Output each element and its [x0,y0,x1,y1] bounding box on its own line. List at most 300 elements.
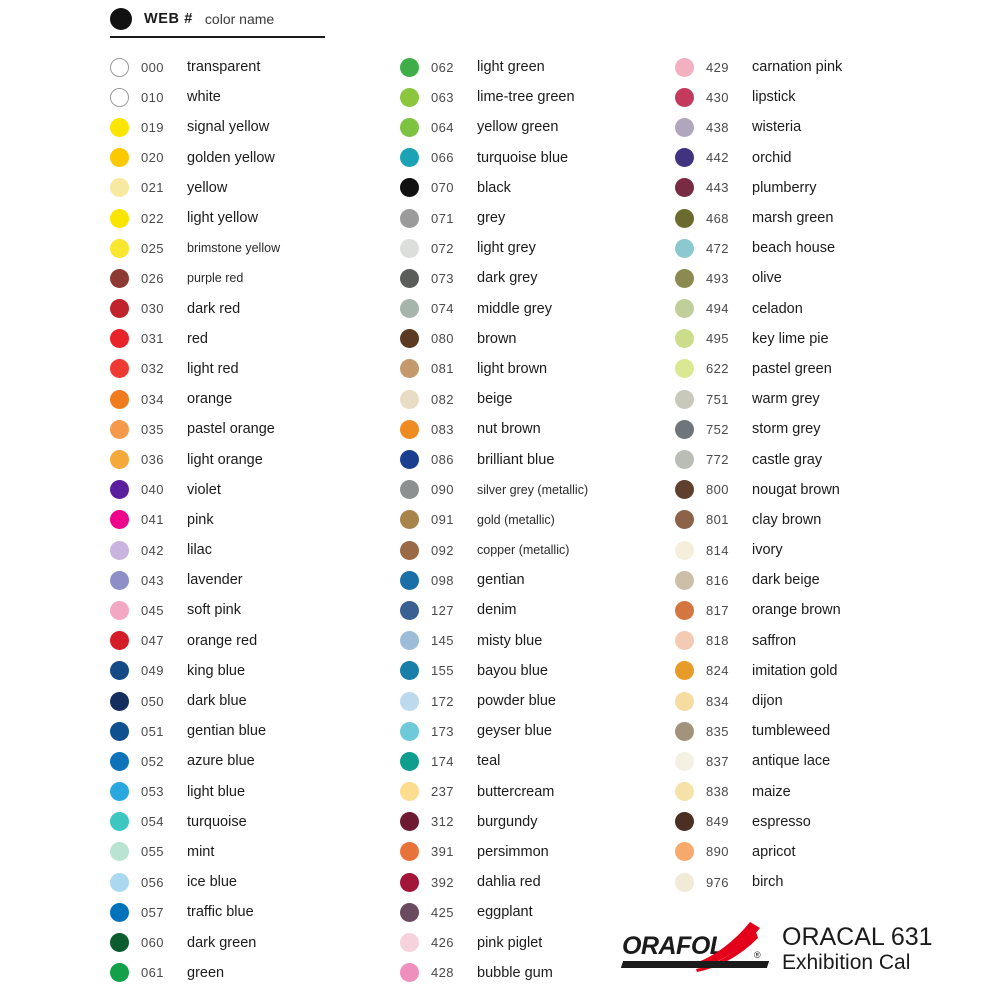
color-code: 835 [706,723,729,739]
color-code: 000 [141,59,164,75]
color-name: black [477,179,511,196]
color-code: 054 [141,814,164,830]
color-code: 062 [431,59,454,75]
color-row [675,746,975,776]
color-row [400,354,675,384]
color-name: castle gray [752,451,823,468]
color-swatch-icon [675,692,694,711]
color-name: purple red [187,271,244,286]
color-code: 080 [431,331,454,347]
color-swatch-icon [400,480,419,499]
color-row [400,52,675,82]
color-name: bayou blue [477,662,548,679]
color-code: 082 [431,391,454,407]
color-code: 751 [706,391,729,407]
color-name: azure blue [187,753,255,770]
color-name: marsh green [752,210,834,227]
color-swatch-icon [110,752,129,771]
color-code: 052 [141,753,164,769]
color-name: dark blue [187,693,247,710]
color-row [110,626,400,656]
color-code: 053 [141,784,164,800]
color-row [400,82,675,112]
color-code: 425 [431,904,454,920]
color-row [400,535,675,565]
color-code: 468 [706,210,729,226]
color-code: 072 [431,240,454,256]
color-row [675,233,975,263]
color-swatch-icon [675,390,694,409]
registered-mark: ® [754,950,761,960]
color-code: 890 [706,844,729,860]
color-row [110,82,400,112]
color-name: lime-tree green [477,89,575,106]
color-swatch-icon [400,450,419,469]
color-name: maize [752,783,791,800]
color-row [675,716,975,746]
color-name: dark beige [752,572,820,589]
color-swatch-icon [400,390,419,409]
color-name: violet [187,481,221,498]
color-swatch-icon [110,480,129,499]
color-swatch-icon [400,722,419,741]
color-name: gentian blue [187,723,267,740]
color-code: 172 [431,693,454,709]
color-row [110,203,400,233]
color-code: 061 [141,965,164,981]
color-swatch-icon [110,873,129,892]
color-name: yellow [187,179,228,196]
color-row [400,686,675,716]
color-name: espresso [752,813,811,830]
color-row [110,263,400,293]
color-name: ivory [752,542,783,559]
color-swatch-icon [400,812,419,831]
color-swatch-icon [110,692,129,711]
color-name: light yellow [187,210,258,227]
color-row [400,867,675,897]
color-name: turquoise blue [477,149,569,166]
color-name: white [187,89,221,106]
color-name: middle grey [477,300,552,317]
color-code: 041 [141,512,164,528]
color-code: 086 [431,452,454,468]
color-code: 801 [706,512,729,528]
color-row [400,173,675,203]
filled-circle-icon [110,8,132,30]
color-swatch-icon [675,450,694,469]
color-swatch-icon [110,148,129,167]
color-code: 426 [431,935,454,951]
color-name: king blue [187,662,246,679]
color-name: buttercream [477,783,555,800]
color-name: light orange [187,451,263,468]
color-swatch-icon [400,269,419,288]
branding-block [622,905,982,993]
color-row [400,263,675,293]
color-code: 092 [431,542,454,558]
color-row [400,807,675,837]
color-code: 025 [141,240,164,256]
color-name: brown [477,330,517,347]
color-name: bubble gum [477,964,553,981]
color-row [110,233,400,263]
color-swatch-icon [110,601,129,620]
color-swatch-icon [110,359,129,378]
color-code: 045 [141,602,164,618]
color-row [400,112,675,142]
color-name: wisteria [752,119,802,136]
color-swatch-icon [400,752,419,771]
color-row [110,686,400,716]
color-swatch-icon [400,299,419,318]
color-swatch-icon [400,148,419,167]
color-swatch-icon [675,631,694,650]
color-code: 022 [141,210,164,226]
color-name: soft pink [187,602,241,619]
color-code: 824 [706,663,729,679]
color-row [400,595,675,625]
color-code: 036 [141,452,164,468]
color-swatch-icon [400,842,419,861]
color-row [400,716,675,746]
color-swatch-icon [110,209,129,228]
color-code: 429 [706,59,729,75]
color-swatch-icon [675,782,694,801]
color-code: 818 [706,633,729,649]
color-name: orchid [752,149,792,166]
color-row [675,354,975,384]
color-swatch-icon [110,58,129,77]
color-name: mint [187,843,215,860]
color-code: 091 [431,512,454,528]
color-name: persimmon [477,843,549,860]
color-row [110,656,400,686]
color-name: transparent [187,59,261,76]
color-row [400,233,675,263]
color-swatch-icon [110,450,129,469]
color-code: 064 [431,119,454,135]
color-row [400,324,675,354]
color-swatch-icon [675,661,694,680]
color-name: brimstone yellow [187,241,281,256]
color-swatch-icon [110,541,129,560]
color-name: plumberry [752,179,817,196]
color-swatch-icon [400,88,419,107]
color-name: apricot [752,843,796,860]
color-row [400,475,675,505]
color-name: grey [477,210,506,227]
color-row [110,354,400,384]
color-swatch-icon [400,873,419,892]
color-row [400,444,675,474]
color-row [675,837,975,867]
color-name: turquoise [187,813,247,830]
color-row [400,777,675,807]
color-code: 145 [431,633,454,649]
color-code: 073 [431,270,454,286]
color-swatch-icon [400,359,419,378]
color-swatch-icon [675,209,694,228]
chart-header [110,8,325,38]
color-name: pastel orange [187,421,275,438]
color-swatch-icon [400,661,419,680]
color-name: nougat brown [752,481,840,498]
color-swatch-icon [400,329,419,348]
color-swatch-icon [110,510,129,529]
color-swatch-icon [675,842,694,861]
color-code: 034 [141,391,164,407]
color-swatch-icon [675,510,694,529]
color-swatch-icon [110,933,129,952]
color-swatch-icon [110,118,129,137]
color-code: 976 [706,874,729,890]
color-code: 438 [706,119,729,135]
color-name: orange red [187,632,258,649]
color-swatch-icon [675,812,694,831]
product-title-block [782,923,933,976]
color-code: 081 [431,361,454,377]
color-swatch-icon [400,692,419,711]
color-swatch-icon [110,88,129,107]
color-swatch-icon [110,269,129,288]
color-swatch-icon [400,239,419,258]
color-swatch-icon [675,722,694,741]
color-name: light red [187,360,239,377]
color-name: gold (metallic) [477,512,555,527]
color-code: 090 [431,482,454,498]
color-row [675,82,975,112]
color-row [110,807,400,837]
color-swatch-icon [110,178,129,197]
color-name: pink piglet [477,934,543,951]
color-code: 442 [706,150,729,166]
color-swatch-icon [400,933,419,952]
color-column-right [675,52,975,897]
color-code: 055 [141,844,164,860]
color-name: burgundy [477,813,538,830]
color-name: ice blue [187,874,237,891]
color-row [675,263,975,293]
color-code: 043 [141,572,164,588]
color-name: beige [477,391,513,408]
header-color-name-label: color name [204,11,275,27]
logo-underline [621,961,769,968]
color-code: 056 [141,874,164,890]
color-code: 020 [141,150,164,166]
color-row [675,867,975,897]
color-row [110,535,400,565]
color-swatch-icon [110,722,129,741]
color-row [675,294,975,324]
color-name: teal [477,753,501,770]
color-row [400,746,675,776]
color-code: 032 [141,361,164,377]
color-row [400,414,675,444]
color-swatch-icon [400,209,419,228]
color-code: 070 [431,180,454,196]
color-code: 849 [706,814,729,830]
color-name: green [187,964,225,981]
color-code: 428 [431,965,454,981]
color-code: 837 [706,753,729,769]
color-row [675,203,975,233]
color-row [110,927,400,957]
color-code: 752 [706,421,729,437]
color-row [110,897,400,927]
color-row [110,505,400,535]
header-web-label: WEB # [144,11,193,27]
color-name: warm grey [752,391,820,408]
color-name: light green [477,59,545,76]
color-name: beach house [752,240,836,257]
color-code: 066 [431,150,454,166]
color-swatch-icon [675,873,694,892]
color-row [110,595,400,625]
color-code: 021 [141,180,164,196]
color-swatch-icon [110,661,129,680]
color-code: 838 [706,784,729,800]
color-code: 495 [706,331,729,347]
color-name: powder blue [477,693,556,710]
color-swatch-icon [400,903,419,922]
color-name: pastel green [752,360,832,377]
color-code: 031 [141,331,164,347]
color-swatch-icon [110,782,129,801]
color-name: olive [752,270,782,287]
color-name: dark green [187,934,257,951]
color-swatch-icon [400,420,419,439]
color-row [400,656,675,686]
color-row [110,143,400,173]
color-name: lipstick [752,89,796,106]
color-row [675,626,975,656]
color-row [675,505,975,535]
color-row [675,595,975,625]
color-swatch-icon [675,420,694,439]
color-swatch-icon [400,963,419,982]
color-name: lilac [187,542,212,559]
color-swatch-icon [675,329,694,348]
color-code: 817 [706,602,729,618]
color-row [110,324,400,354]
color-row [110,565,400,595]
color-swatch-icon [400,178,419,197]
color-swatch-icon [110,631,129,650]
color-swatch-icon [675,571,694,590]
color-code: 035 [141,421,164,437]
color-swatch-icon [675,118,694,137]
color-code: 443 [706,180,729,196]
color-swatch-icon [675,359,694,378]
color-row [675,173,975,203]
color-row [675,807,975,837]
color-row [675,414,975,444]
color-code: 074 [431,301,454,317]
color-swatch-icon [675,178,694,197]
color-swatch-icon [400,118,419,137]
color-swatch-icon [675,601,694,620]
color-name: geyser blue [477,723,552,740]
color-row [675,475,975,505]
color-code: 814 [706,542,729,558]
color-name: orange brown [752,602,841,619]
color-code: 816 [706,572,729,588]
color-code: 772 [706,452,729,468]
color-name: birch [752,874,784,891]
color-swatch-icon [110,329,129,348]
color-code: 060 [141,935,164,951]
color-name: saffron [752,632,797,649]
color-row [110,716,400,746]
color-row [110,444,400,474]
color-name: gentian [477,572,525,589]
color-name: dahlia red [477,874,541,891]
color-name: carnation pink [752,59,843,76]
color-name: light blue [187,783,246,800]
color-swatch-icon [400,571,419,590]
color-code: 472 [706,240,729,256]
color-row [400,384,675,414]
color-code: 127 [431,602,454,618]
color-name: misty blue [477,632,543,649]
color-row [110,958,400,988]
color-name: signal yellow [187,119,270,136]
color-row [110,294,400,324]
color-swatch-icon [110,299,129,318]
color-swatch-icon [675,239,694,258]
color-swatch-icon [110,812,129,831]
color-swatch-icon [400,782,419,801]
color-swatch-icon [675,299,694,318]
color-row [675,52,975,82]
color-row [675,324,975,354]
color-name: red [187,330,208,347]
color-column-left [110,52,400,988]
color-code: 430 [706,89,729,105]
color-name: dark red [187,300,241,317]
color-name: traffic blue [187,904,254,921]
color-swatch-icon [110,420,129,439]
color-name: eggplant [477,904,533,921]
color-code: 010 [141,89,164,105]
color-row [110,867,400,897]
color-swatch-icon [675,541,694,560]
color-code: 051 [141,723,164,739]
color-name: nut brown [477,421,541,438]
color-name: copper (metallic) [477,543,570,558]
color-code: 071 [431,210,454,226]
color-row [675,777,975,807]
color-row [110,414,400,444]
color-code: 174 [431,753,454,769]
color-swatch-icon [675,88,694,107]
color-code: 026 [141,270,164,286]
color-row [400,294,675,324]
color-code: 173 [431,723,454,739]
color-swatch-icon [110,963,129,982]
color-code: 049 [141,663,164,679]
color-code: 050 [141,693,164,709]
color-row [400,143,675,173]
color-code: 042 [141,542,164,558]
color-code: 391 [431,844,454,860]
color-name: key lime pie [752,330,829,347]
color-swatch-icon [675,148,694,167]
color-code: 392 [431,874,454,890]
color-swatch-icon [400,631,419,650]
color-name: clay brown [752,511,822,528]
